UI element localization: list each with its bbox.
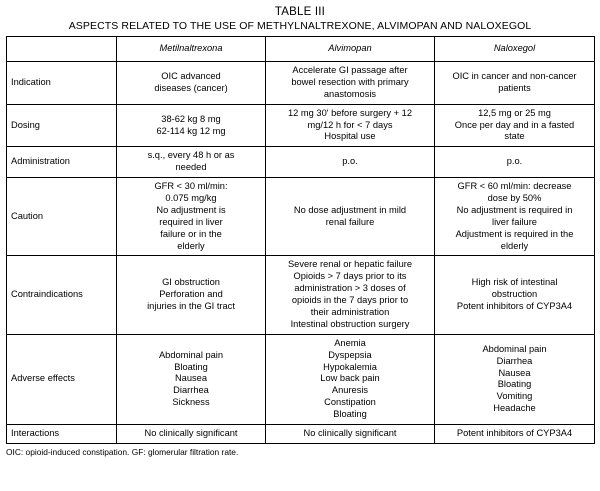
table-cell (117, 334, 266, 424)
table-caption: ASPECTS RELATED TO THE USE OF METHYLNALTREXONE, ALVIMOPAN AND NALOXEGOL (68, 20, 532, 32)
table-cell (266, 178, 435, 256)
cell-line: state (504, 131, 525, 142)
table-row (7, 147, 595, 178)
cell-line: Once per day and in a fasted (454, 119, 575, 130)
cell-line: liver failure (492, 216, 537, 227)
cell-line: Anuresis (331, 385, 369, 396)
table-cell (266, 256, 435, 334)
row-header: Dosing (7, 104, 117, 147)
cell-line: elderly (177, 240, 205, 251)
cell-line: Nausea (174, 373, 208, 384)
cell-line: opioids in the 7 days prior to (291, 295, 409, 306)
cell-line: Bloating (497, 379, 532, 390)
cell-line: Perforation and (159, 289, 223, 300)
cell-line: mg/12 h for < 7 days (307, 119, 393, 130)
row-header: Interactions (7, 425, 117, 444)
cell-line: Hypokalemia (323, 361, 377, 372)
table-cell (435, 104, 595, 147)
cell-line: Potent inhibitors of CYP3A4 (456, 428, 573, 439)
cell-line: Accelerate GI passage after (292, 65, 408, 75)
cell-line: anastomosis (323, 88, 377, 99)
cell-line: Diarrhea (496, 355, 533, 366)
cell-line: Adjustment is required in the (455, 228, 574, 239)
table-cell (435, 178, 595, 256)
cell-line: No clinically significant (144, 428, 238, 439)
cell-line: No adjustment is (156, 204, 226, 215)
cell-line: injuries in the GI tract (147, 301, 235, 312)
cell-line: Abdominal pain (158, 349, 224, 360)
cell-line: patients (498, 82, 531, 93)
cell-line: s.q., every 48 h or as (147, 150, 235, 161)
table-row (7, 256, 595, 334)
table-row (7, 62, 595, 105)
cell-line: renal failure (325, 216, 375, 227)
cell-line: GFR < 30 ml/min: (154, 181, 228, 192)
table-cell (117, 425, 266, 444)
cell-line: Constipation (324, 397, 376, 408)
column-header-blank (7, 37, 117, 62)
column-header-metilnaltrexona: Metilnaltrexona (117, 37, 266, 62)
cell-line: administration > 3 doses of (294, 283, 406, 294)
cell-line: p.o. (342, 156, 358, 167)
cell-line: No adjustment is required in (456, 204, 573, 215)
cell-line: failure or in the (160, 228, 222, 239)
cell-line: Bloating (174, 361, 208, 372)
table-cell (266, 104, 435, 147)
cell-line: Abdominal pain (482, 343, 547, 354)
cell-line: High risk of intestinal (471, 277, 558, 288)
cell-line: Low back pain (320, 373, 380, 384)
cell-line: Potent inhibitors of CYP3A4 (456, 301, 573, 312)
cell-line: Anemia (334, 337, 366, 348)
table-row (7, 178, 595, 256)
table-footnote: OIC: opioid-induced constipation. GF: glomerular filtration rate. (6, 446, 239, 457)
cell-line: No dose adjustment in mild (293, 204, 407, 215)
cell-line: GI obstruction (162, 277, 220, 288)
cell-line: GFR < 60 ml/min: decrease (457, 181, 572, 192)
cell-line: required in liver (159, 216, 223, 227)
cell-line: OIC in cancer and non-cancer (452, 70, 577, 81)
table-cell (266, 425, 435, 444)
table-cell (435, 62, 595, 105)
cell-line: Diarrhea (173, 385, 209, 396)
cell-line: 38-62 kg 8 mg (161, 113, 221, 124)
row-header: Adverse effects (7, 334, 117, 424)
row-header: Administration (7, 147, 117, 178)
cell-line: 12 mg 30' before surgery + 12 (287, 107, 412, 118)
column-header-naloxegol: Naloxegol (435, 37, 595, 62)
table-row (7, 425, 595, 444)
cell-line: OIC advanced (161, 70, 221, 81)
cell-line: elderly (500, 240, 529, 251)
cell-line: Headache (493, 403, 536, 414)
table-cell (117, 256, 266, 334)
cell-line: Severe renal or hepatic failure (287, 259, 413, 270)
cell-line: Intestinal obstruction surgery (290, 318, 410, 329)
table-label: TABLE III (274, 6, 326, 18)
row-header: Contraindications (7, 256, 117, 334)
table-row (7, 104, 595, 147)
table-cell (435, 334, 595, 424)
cell-line: No clinically significant (303, 428, 397, 439)
cell-line: obstruction (491, 289, 538, 300)
table-cell (435, 147, 595, 178)
row-header: Caution (7, 178, 117, 256)
table-cell (117, 104, 266, 147)
cell-line: their administration (310, 307, 390, 318)
table-cell (117, 62, 266, 105)
table-cell (266, 147, 435, 178)
cell-line: 62-114 kg 12 mg (156, 125, 226, 136)
cell-line: Vomiting (496, 391, 533, 402)
cell-line: bowel resection with primary (291, 76, 409, 87)
cell-line: needed (175, 162, 207, 173)
table-cell (266, 62, 435, 105)
aspects-table (6, 36, 595, 444)
cell-line: Dyspepsia (328, 349, 372, 360)
cell-line: diseases (cancer) (154, 82, 228, 93)
table-cell (435, 425, 595, 444)
table-row (7, 334, 595, 424)
cell-line: dose by 50% (487, 193, 542, 204)
row-header: Indication (7, 62, 117, 105)
table-cell (117, 178, 266, 256)
cell-line: Hospital use (324, 131, 376, 142)
cell-line: Bloating (333, 409, 367, 420)
table-cell (117, 147, 266, 178)
cell-line: Sickness (172, 397, 210, 408)
table-header-row (7, 37, 595, 62)
table-cell (435, 256, 595, 334)
cell-line: 12,5 mg or 25 mg (478, 107, 551, 118)
cell-line: Opioids > 7 days prior to its (293, 271, 407, 282)
table-cell (266, 334, 435, 424)
cell-line: Nausea (498, 367, 531, 378)
column-header-alvimopan: Alvimopan (266, 37, 435, 62)
cell-line: 0.075 mg/kg (165, 193, 217, 204)
cell-line: p.o. (506, 156, 523, 167)
